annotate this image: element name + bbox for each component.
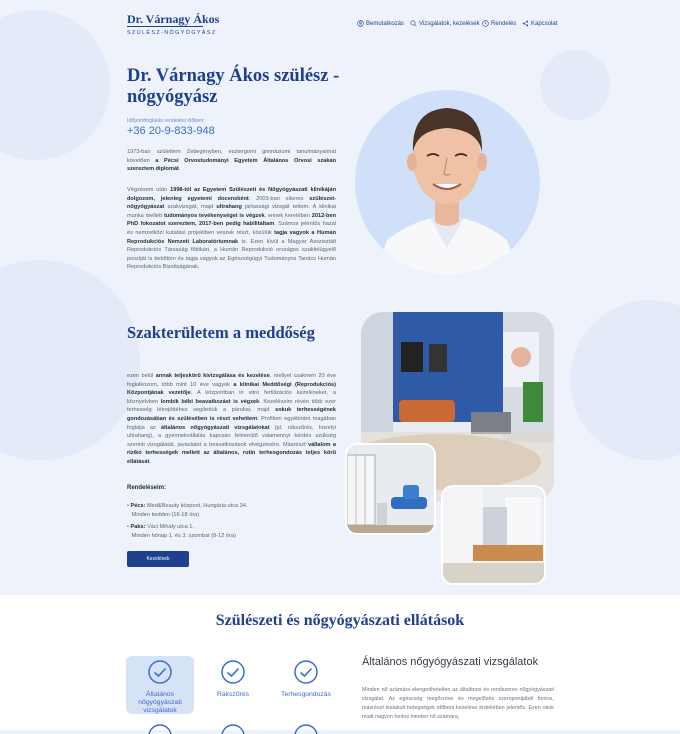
office-item-paks: • Paks: Váci Mihály utca 1. Minden hónap 1. és 3. szombat (8-12 óra) <box>127 524 236 539</box>
bg-circle <box>0 260 140 460</box>
service-tab-general[interactable] <box>126 656 194 714</box>
service-detail-title: Általános nőgyógyászati vizsgálatok <box>362 656 539 668</box>
check-circle-icon <box>148 724 172 734</box>
page-title: Dr. Várnagy Ákos szülész - nőgyógyász <box>127 66 340 107</box>
clinic-photo-exam-room <box>345 443 436 535</box>
specialty-paragraph: ezen belül annak teljeskörű kivizsgálása és kezelése, mellyel csaknem 20 éve foglalkozom, több mint 10 éve vagyok a klinikai Meddőségi (Reprodukciós) Központjának vezetője. A központban in vitro fertilizációs kezeléseket, a köznyelvben lombik bébi beavatkozást is végzek. Kezeléseim révén több ezer terhesség létrejöttéhez segítettük a párokat, majd sokuk terhességének gondozásában és szülésében is részt vehettem. Profilom egyébiránt magában foglalja az általános nőgyógyászati vizsgálatokat (pl. rákszűrés, hüvelyi ultrahang), a gyermekvállalás kapcsán felmerülő valamennyi kérdés szükség szerinti vizsgálatát, javaslatot a beavatkozások elvégzésére. Másrészt vállalom a rizikó terhességek mellett az általános, rutin terhesgondozás teljes körű ellátását. <box>127 373 337 465</box>
search-icon <box>410 20 417 27</box>
bg-circle <box>540 50 610 120</box>
about-paragraph-1: 1973-ban születtem Zebegényben, esztergomi gimnáziumi tanulmányaimat követően a Pécsi Orvostudományi Egyetem Általános Orvosi szakán szereztem diplomát. <box>127 149 336 173</box>
check-circle-icon <box>294 724 318 734</box>
check-circle-icon <box>294 660 318 684</box>
office-item-pecs: • Pécs: Med&Beauty központ, Hungária utca 34. Minden kedden (16-18 óra) <box>127 503 248 518</box>
about-paragraph-2: Végzésem után 1998-tól az Egyetem Szülészeti és Nőgyógyászati klinikáján dolgozom, jelenleg egyetemi docensként. 2003-ban sikeres szülészet-nőgyógyászat szakvizsgát, majd ultrahang jártassági vizsgát tettem. A klinikai munka mellett tudományos tevékenységet is végzek, ennek keretében 2012-ben PhD fokozatot szereztem, 2017-ben pedig habilitáltam. Számos jelentős hazai és nemzetközi kutatási projektben veszek részt, közülük tagja vagyok a Humán Reprodukciós Nemzeti Laboratóriumnak is. Ezen kívül a Magyar Asszisztált Reprodukciós Társaság főtitkári, a Humán Reprodukció országos szakfelügyelő posztját is betöltöm és tagja vagyok az Egészségügyi Tudományos Tanács Humán Reprodukciós Bizottságának. <box>127 187 337 271</box>
nav-label: Vizsgálatok, kezelések <box>419 20 480 27</box>
header <box>0 0 680 50</box>
check-circle-icon <box>221 724 245 734</box>
phone-link[interactable]: +36 20-9-833-948 <box>127 125 215 137</box>
treatments-button[interactable]: Kezelések <box>127 551 189 567</box>
nav-label: Kapcsolat <box>531 20 558 27</box>
doctor-portrait <box>355 90 540 275</box>
logo-divider <box>127 26 203 27</box>
share-icon <box>522 20 529 27</box>
check-circle-icon <box>148 660 172 684</box>
nav-item-rendeles[interactable] <box>482 20 516 27</box>
nav-item-kapcsolat[interactable] <box>522 20 557 27</box>
clinic-photo-office <box>441 485 546 585</box>
logo-subtitle: SZÜLÉSZ-NŐGYÓGYÁSZ <box>127 30 217 36</box>
services-title: Szülészeti és nőgyógyászati ellátások <box>215 612 465 629</box>
user-circle-icon <box>357 20 364 27</box>
section-title-specialty: Szakterületem a meddőség <box>127 323 315 342</box>
bg-circle <box>570 300 680 460</box>
nav-item-bemutatkozas[interactable] <box>357 20 404 27</box>
nav-label: Rendelés <box>491 20 517 27</box>
check-circle-icon <box>221 660 245 684</box>
service-label: Rákszűrés <box>216 691 250 698</box>
service-label: Terhesgondozás <box>281 691 331 698</box>
nav-item-vizsgalatok[interactable] <box>410 20 480 27</box>
clock-icon <box>482 20 489 27</box>
service-tab-pregnancy[interactable] <box>272 656 340 714</box>
offices-title: Rendeléseim: <box>127 485 167 491</box>
service-tab-screening[interactable] <box>199 656 267 714</box>
logo-name[interactable]: Dr. Várnagy Ákos <box>127 12 220 26</box>
phone-label: Időpontfoglalás rendelési időben: <box>127 118 205 124</box>
service-detail-text: Minden nő számára elengedhetetlen az általános és rendszeres nőgyógyászati vizsgálat. Az egészség megőrzése és megelőzés szempontjából fontos, másrészt kialakult betegségek időbeni kezelése érdekében jelentős. Ezen okok miatt nagyon fontos minden nő számára, <box>362 687 554 720</box>
service-label: Általános nőgyógyászati vizsgálatok <box>138 691 182 714</box>
nav-label: Bemutatkozás <box>366 20 405 27</box>
